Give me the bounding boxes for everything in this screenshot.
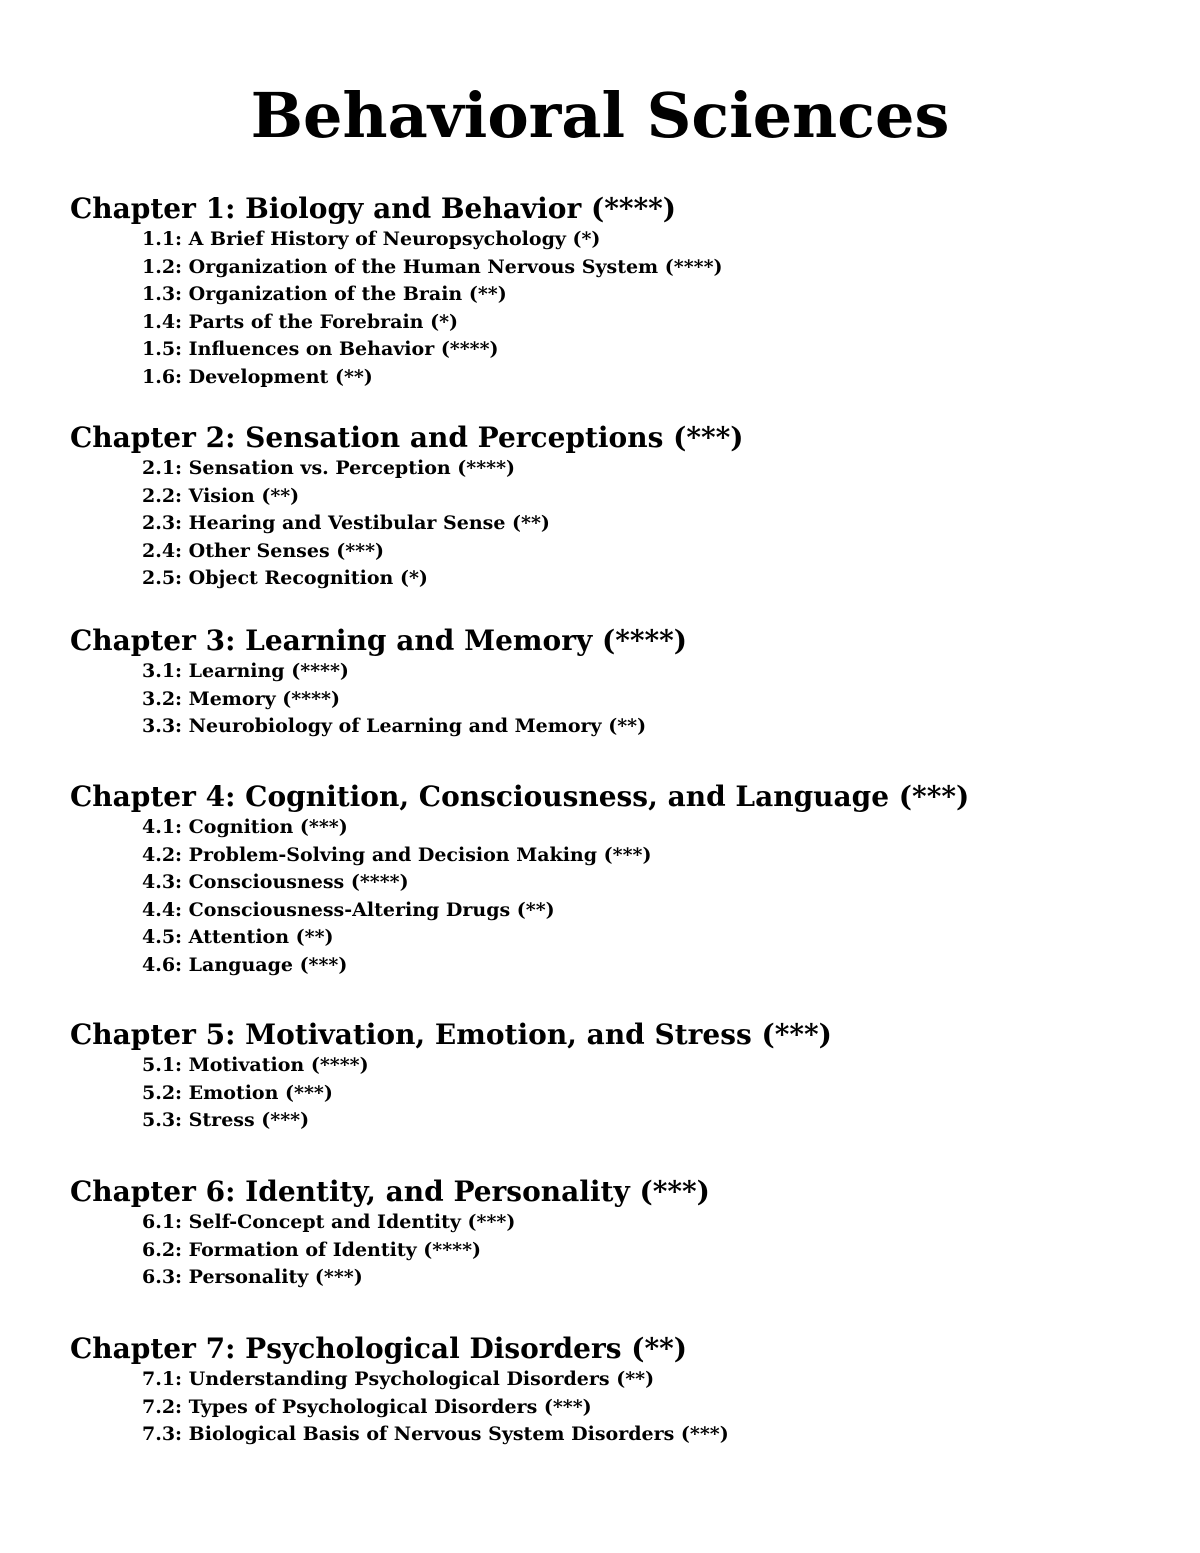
section-item: 6.2: Formation of Identity (****) [142, 1238, 482, 1261]
section-item: 5.1: Motivation (****) [142, 1054, 369, 1076]
section-item: 4.6: Language (***) [142, 953, 348, 976]
section-item: 5.3: Stress (***) [142, 1109, 310, 1132]
section-item: 2.4: Other Senses (***) [142, 539, 385, 562]
section-item: 1.4: Parts of the Forebrain (*) [142, 310, 459, 333]
section-item: 7.2: Types of Psychological Disorders (***) [142, 1395, 592, 1418]
chapter-5 [70, 1018, 1170, 1135]
page-title: Behavioral Sciences [250, 79, 950, 152]
section-item: 4.2: Problem-Solving and Decision Making (***) [142, 843, 652, 866]
section-item: 4.5: Attention (**) [142, 926, 334, 949]
section-item: 2.3: Hearing and Vestibular Sense (**) [142, 512, 550, 535]
chapter-6 [70, 1175, 1170, 1292]
chapter-heading: Chapter 2: Sensation and Perceptions (***) [70, 421, 744, 454]
section-item: 1.1: A Brief History of Neuropsychology (*) [142, 228, 601, 250]
chapter-3 [70, 624, 1170, 741]
chapter-heading: Chapter 5: Motivation, Emotion, and Stress (***) [70, 1018, 832, 1051]
chapter-4 [70, 780, 1170, 980]
section-item: 1.5: Influences on Behavior (****) [142, 338, 499, 361]
section-item: 5.2: Emotion (***) [142, 1081, 333, 1104]
section-list [70, 658, 1170, 741]
chapter-heading: Chapter 4: Cognition, Consciousness, and Language (***) [70, 780, 970, 813]
chapter-1 [70, 192, 1170, 392]
section-item: 1.6: Development (**) [142, 365, 373, 388]
section-item: 3.1: Learning (****) [142, 660, 349, 682]
chapter-2 [70, 421, 1170, 593]
section-item: 1.3: Organization of the Brain (**) [142, 283, 507, 306]
section-item: 7.1: Understanding Psychological Disorders (**) [142, 1368, 655, 1390]
section-list [70, 814, 1170, 980]
chapter-heading: Chapter 3: Learning and Memory (****) [70, 624, 688, 657]
section-list [70, 1052, 1170, 1135]
section-item: 3.3: Neurobiology of Learning and Memory (**) [142, 715, 647, 738]
chapter-heading: Chapter 7: Psychological Disorders (**) [70, 1332, 687, 1365]
section-list [70, 1209, 1170, 1292]
section-list [70, 1366, 1170, 1449]
section-item: 3.2: Memory (****) [142, 687, 340, 710]
section-item: 6.3: Personality (***) [142, 1266, 363, 1289]
section-item: 4.3: Consciousness (****) [142, 871, 409, 894]
section-item: 1.2: Organization of the Human Nervous System (****) [142, 255, 723, 278]
section-item: 4.4: Consciousness-Altering Drugs (**) [142, 898, 555, 921]
section-item: 7.3: Biological Basis of Nervous System Disorders (***) [142, 1423, 729, 1446]
section-list [70, 226, 1170, 392]
chapter-heading: Chapter 6: Identity, and Personality (***) [70, 1175, 710, 1208]
chapter-heading: Chapter 1: Biology and Behavior (****) [70, 192, 677, 225]
section-item: 2.2: Vision (**) [142, 484, 300, 507]
section-item: 6.1: Self-Concept and Identity (***) [142, 1211, 516, 1233]
chapter-7 [70, 1332, 1170, 1449]
section-list [70, 455, 1170, 593]
section-item: 4.1: Cognition (***) [142, 816, 348, 838]
section-item: 2.5: Object Recognition (*) [142, 567, 428, 590]
section-item: 2.1: Sensation vs. Perception (****) [142, 457, 516, 479]
